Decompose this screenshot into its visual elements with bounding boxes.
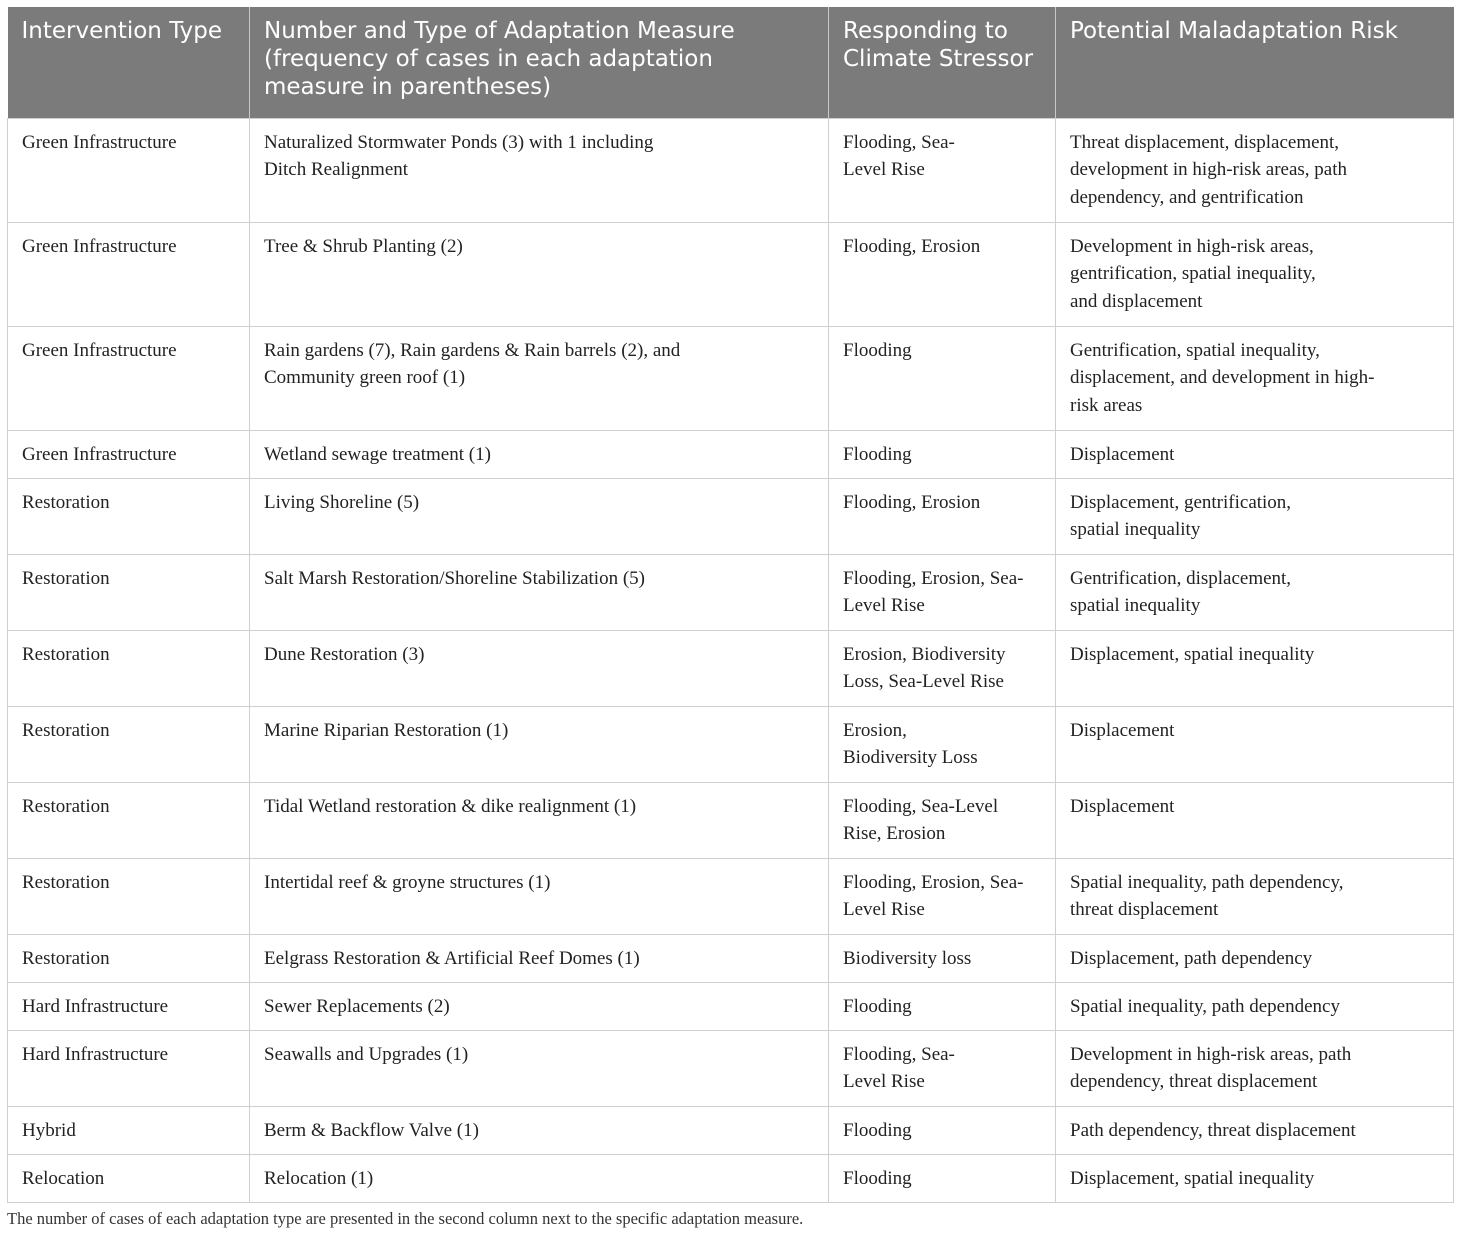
- cell-climate-stressor: Flooding, Erosion, Sea- Level Rise: [829, 858, 1056, 934]
- cell-maladaptation-risk: Displacement, spatial inequality: [1056, 1154, 1454, 1202]
- cell-intervention-type: Restoration: [8, 630, 250, 706]
- table-row: [8, 934, 1454, 982]
- header-climate-stressor: Responding to Climate Stressor: [829, 7, 1056, 118]
- cell-adaptation-measure: Relocation (1): [250, 1154, 829, 1202]
- cell-adaptation-measure: Intertidal reef & groyne structures (1): [250, 858, 829, 934]
- cell-intervention-type: Restoration: [8, 554, 250, 630]
- cell-adaptation-measure: Berm & Backflow Valve (1): [250, 1106, 829, 1154]
- table-row: [8, 222, 1454, 326]
- cell-maladaptation-risk: Path dependency, threat displacement: [1056, 1106, 1454, 1154]
- table-row: [8, 430, 1454, 478]
- cell-maladaptation-risk: Threat displacement, displacement, development in high-risk areas, path dependency, and gentrification: [1056, 118, 1454, 222]
- cell-climate-stressor: Erosion, Biodiversity Loss: [829, 706, 1056, 782]
- table-row: [8, 1106, 1454, 1154]
- table-row: [8, 478, 1454, 554]
- cell-climate-stressor: Flooding: [829, 1154, 1056, 1202]
- cell-intervention-type: Restoration: [8, 782, 250, 858]
- cell-climate-stressor: Flooding, Sea-Level Rise, Erosion: [829, 782, 1056, 858]
- cell-climate-stressor: Biodiversity loss: [829, 934, 1056, 982]
- cell-intervention-type: Restoration: [8, 858, 250, 934]
- adaptation-table: [7, 7, 1454, 1203]
- cell-adaptation-measure: Seawalls and Upgrades (1): [250, 1030, 829, 1106]
- cell-intervention-type: Hybrid: [8, 1106, 250, 1154]
- cell-maladaptation-risk: Spatial inequality, path dependency: [1056, 982, 1454, 1030]
- cell-maladaptation-risk: Gentrification, spatial inequality, displacement, and development in high- risk areas: [1056, 326, 1454, 430]
- cell-adaptation-measure: Wetland sewage treatment (1): [250, 430, 829, 478]
- cell-adaptation-measure: Rain gardens (7), Rain gardens & Rain barrels (2), and Community green roof (1): [250, 326, 829, 430]
- cell-maladaptation-risk: Displacement: [1056, 430, 1454, 478]
- table-row: [8, 1154, 1454, 1202]
- cell-maladaptation-risk: Displacement, path dependency: [1056, 934, 1454, 982]
- cell-adaptation-measure: Dune Restoration (3): [250, 630, 829, 706]
- table-row: [8, 1030, 1454, 1106]
- header-maladaptation-risk: Potential Maladaptation Risk: [1056, 7, 1454, 118]
- cell-intervention-type: Restoration: [8, 478, 250, 554]
- cell-adaptation-measure: Marine Riparian Restoration (1): [250, 706, 829, 782]
- table-row: [8, 630, 1454, 706]
- cell-maladaptation-risk: Development in high-risk areas, path dependency, threat displacement: [1056, 1030, 1454, 1106]
- cell-intervention-type: Hard Infrastructure: [8, 1030, 250, 1106]
- cell-intervention-type: Green Infrastructure: [8, 326, 250, 430]
- table-row: [8, 554, 1454, 630]
- cell-intervention-type: Green Infrastructure: [8, 222, 250, 326]
- cell-climate-stressor: Flooding: [829, 430, 1056, 478]
- cell-maladaptation-risk: Spatial inequality, path dependency, threat displacement: [1056, 858, 1454, 934]
- cell-climate-stressor: Flooding, Erosion: [829, 478, 1056, 554]
- cell-intervention-type: Hard Infrastructure: [8, 982, 250, 1030]
- cell-adaptation-measure: Salt Marsh Restoration/Shoreline Stabilization (5): [250, 554, 829, 630]
- cell-intervention-type: Relocation: [8, 1154, 250, 1202]
- cell-intervention-type: Restoration: [8, 706, 250, 782]
- cell-intervention-type: Green Infrastructure: [8, 118, 250, 222]
- cell-climate-stressor: Flooding: [829, 326, 1056, 430]
- cell-maladaptation-risk: Displacement, spatial inequality: [1056, 630, 1454, 706]
- cell-adaptation-measure: Naturalized Stormwater Ponds (3) with 1 including Ditch Realignment: [250, 118, 829, 222]
- cell-maladaptation-risk: Gentrification, displacement, spatial inequality: [1056, 554, 1454, 630]
- cell-adaptation-measure: Tree & Shrub Planting (2): [250, 222, 829, 326]
- cell-climate-stressor: Flooding, Erosion: [829, 222, 1056, 326]
- cell-adaptation-measure: Eelgrass Restoration & Artificial Reef Domes (1): [250, 934, 829, 982]
- header-adaptation-measure: Number and Type of Adaptation Measure (frequency of cases in each adaptation measure in parentheses): [250, 7, 829, 118]
- cell-adaptation-measure: Living Shoreline (5): [250, 478, 829, 554]
- cell-adaptation-measure: Sewer Replacements (2): [250, 982, 829, 1030]
- table-row: [8, 118, 1454, 222]
- table-row: [8, 982, 1454, 1030]
- table-row: [8, 782, 1454, 858]
- cell-climate-stressor: Flooding, Sea- Level Rise: [829, 118, 1056, 222]
- cell-climate-stressor: Flooding: [829, 1106, 1056, 1154]
- cell-adaptation-measure: Tidal Wetland restoration & dike realignment (1): [250, 782, 829, 858]
- cell-maladaptation-risk: Displacement: [1056, 706, 1454, 782]
- table-row: [8, 326, 1454, 430]
- cell-maladaptation-risk: Displacement: [1056, 782, 1454, 858]
- cell-climate-stressor: Flooding, Sea- Level Rise: [829, 1030, 1056, 1106]
- cell-maladaptation-risk: Development in high-risk areas, gentrification, spatial inequality, and displacement: [1056, 222, 1454, 326]
- cell-intervention-type: Green Infrastructure: [8, 430, 250, 478]
- cell-climate-stressor: Flooding, Erosion, Sea- Level Rise: [829, 554, 1056, 630]
- cell-intervention-type: Restoration: [8, 934, 250, 982]
- header-intervention-type: Intervention Type: [8, 7, 250, 118]
- table-row: [8, 706, 1454, 782]
- table-row: [8, 858, 1454, 934]
- cell-climate-stressor: Erosion, Biodiversity Loss, Sea-Level Rise: [829, 630, 1056, 706]
- cell-maladaptation-risk: Displacement, gentrification, spatial inequality: [1056, 478, 1454, 554]
- cell-climate-stressor: Flooding: [829, 982, 1056, 1030]
- table-footnote: The number of cases of each adaptation type are presented in the second column next to the specific adaptation measure.: [7, 1209, 804, 1228]
- header-row: [8, 7, 1454, 118]
